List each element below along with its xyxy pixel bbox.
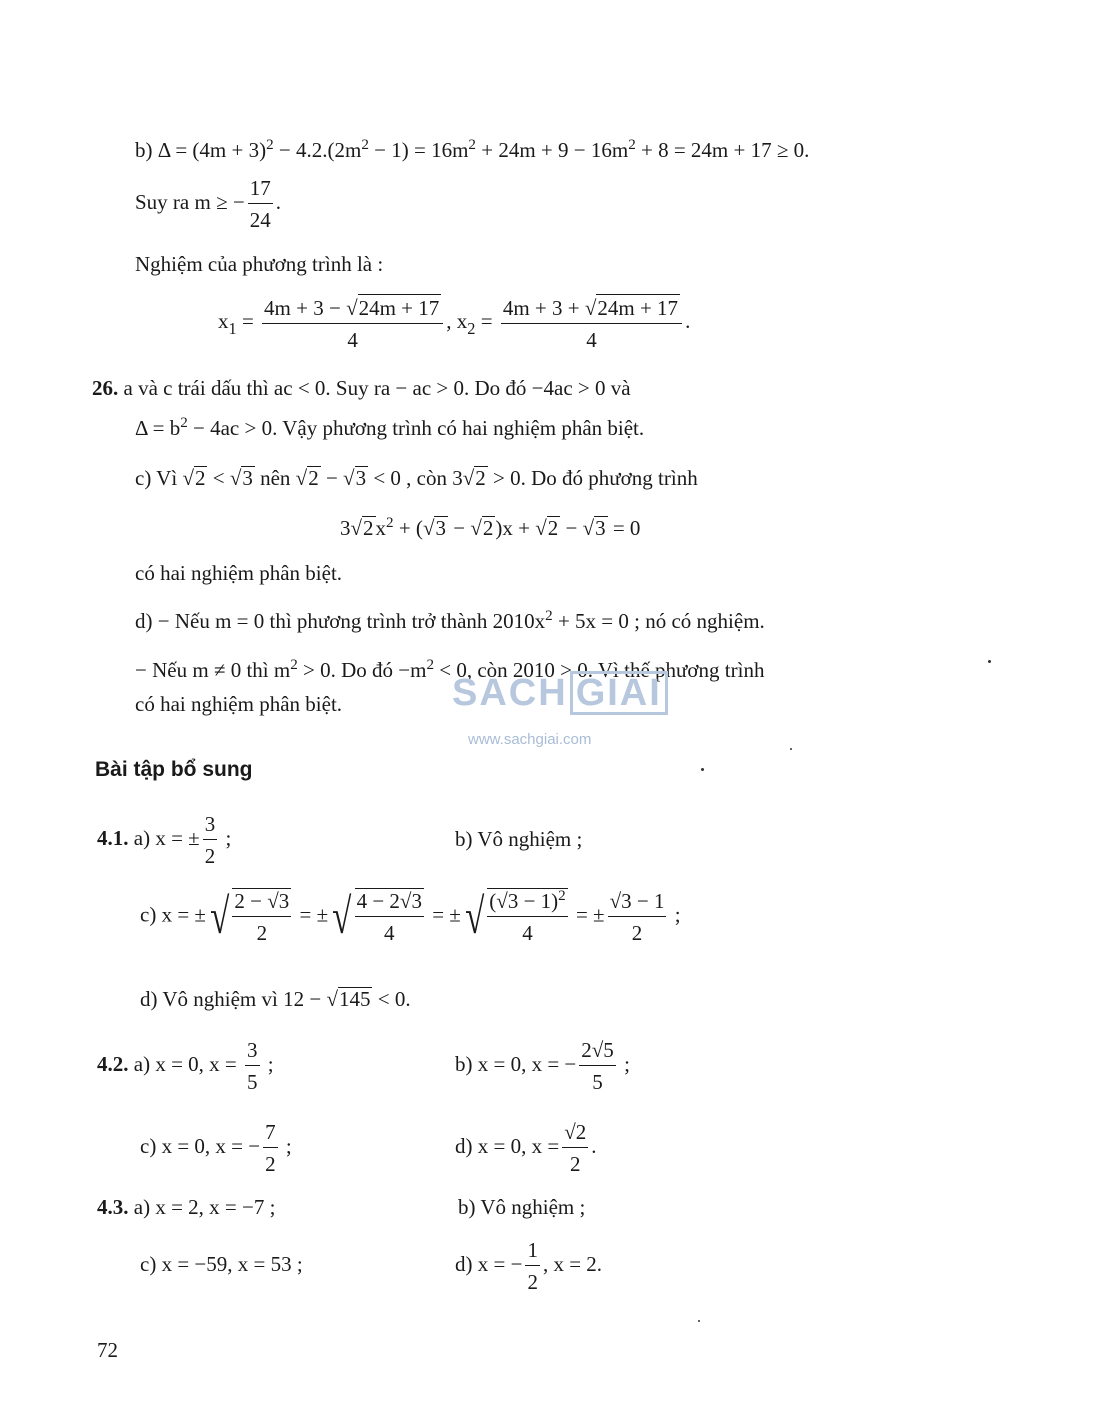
x1-fraction: $\frac{4m + 3 - √24m + 17}{4}$ (262, 294, 443, 352)
ex26c-line: c) Vì √2 < √3 nên √2 − √3 < 0 , còn 3√2 > 0. Do đó phương trình (135, 466, 698, 490)
exercise-number: 4.1. (97, 825, 129, 850)
scan-speck (698, 1320, 700, 1322)
sqrt-radical: √24m + 17 (346, 296, 440, 320)
sqrt-radical: √24m + 17 (584, 296, 679, 320)
ex43-a: 4.3. a) x = 2, x = −7 ; (97, 1195, 276, 1219)
ex43-b: b) Vô nghiệm ; (458, 1195, 586, 1219)
ex41-c: c) x = ±√ $\frac{2 - √3}{2}$ = ±√ $\frac{4 - 2√3}{4}$ = ±√ $\frac{(√3 - 1)^2}{4}$ = ± $\frac{√3 - 1}{2}$ ; (140, 887, 681, 946)
ex25b-roots-intro: Nghiệm của phương trình là : (135, 252, 384, 276)
ex26d-line3: có hai nghiệm phân biệt. (135, 692, 343, 716)
section-heading: Bài tập bổ sung (95, 758, 253, 781)
ex42-d: d) x = 0, x = $\frac{√2}{2}$ . (455, 1120, 597, 1177)
ex43-c: c) x = −59, x = 53 ; (140, 1252, 303, 1276)
ex25b-delta-line: b) $\Delta = (4m + 3)^2 - 4.2.(2m^2 - 1) = 16m^2 + 24m + 9 - 16m^2 + 8 = 24m + 17 \ge 0$. (135, 136, 810, 162)
scan-speck (790, 748, 792, 750)
watermark-url: www.sachgiai.com (468, 731, 592, 748)
exercise-number: 26. (92, 376, 119, 400)
ex41-a: 4.1. a) x = ± $\frac{3}{2}$ ; (97, 812, 232, 869)
ex26c-conclusion: có hai nghiệm phân biệt. (135, 561, 343, 585)
scan-speck (701, 768, 704, 771)
ex41-d: d) Vô nghiệm vì 12 − √145 < 0. (140, 987, 411, 1011)
ex41-b: b) Vô nghiệm ; (455, 827, 583, 851)
watermark-logo: SACH GIAI (452, 671, 670, 715)
exercise-number: 4.3. (97, 1195, 129, 1219)
fraction-17-24: $\frac{17}{24}$ (249, 176, 271, 233)
ex26-line2: $\Delta = b^2 - 4ac > 0$. Vậy phương trình có hai nghiệm phân biệt. (135, 414, 645, 440)
ex26c-equation: $3√2x^2 + (√3 - √2)x + √2 - √3 = 0$ (340, 514, 641, 540)
ex26d-line1: d) − Nếu m = 0 thì phương trình trở thành $2010x^2 + 5x = 0$ ; nó có nghiệm. (135, 607, 765, 633)
ex42-b: b) x = 0, x = − $\frac{2√5}{5}$ ; (455, 1038, 630, 1095)
exercise-number: 4.2. (97, 1051, 129, 1076)
ex43-d: d) x = − $\frac{1}{2}$ , x = 2. (455, 1238, 603, 1295)
ex26d-line2: − Nếu m ≠ 0 thì $m^2 > 0$. Do đó $-m^2 < 0$, còn 2010 > 0. Vì thế phương trình (135, 656, 765, 682)
ex26-line1: 26. a và c trái dấu thì ac < 0. Suy ra − ac > 0. Do đó −4ac > 0 và (92, 376, 631, 400)
ex25b-roots-formula: $x_1$ = $\frac{4m + 3 - √24m + 17}{4}$ , $x_2$ = $\frac{4m + 3 + √24m + 17}{4}$ . (218, 296, 691, 353)
ex25b-condition-line: Suy ra m ≥ − $\frac{17}{24}$ . (135, 176, 281, 233)
page-number: 72 (97, 1338, 118, 1362)
scan-speck (988, 660, 991, 663)
ex42-c: c) x = 0, x = − $\frac{7}{2}$ ; (140, 1120, 292, 1177)
ex42-a: 4.2. a) x = 0, x = $\frac{3}{5}$ ; (97, 1038, 274, 1095)
x2-fraction: $\frac{4m + 3 + √24m + 17}{4}$ (501, 294, 682, 352)
